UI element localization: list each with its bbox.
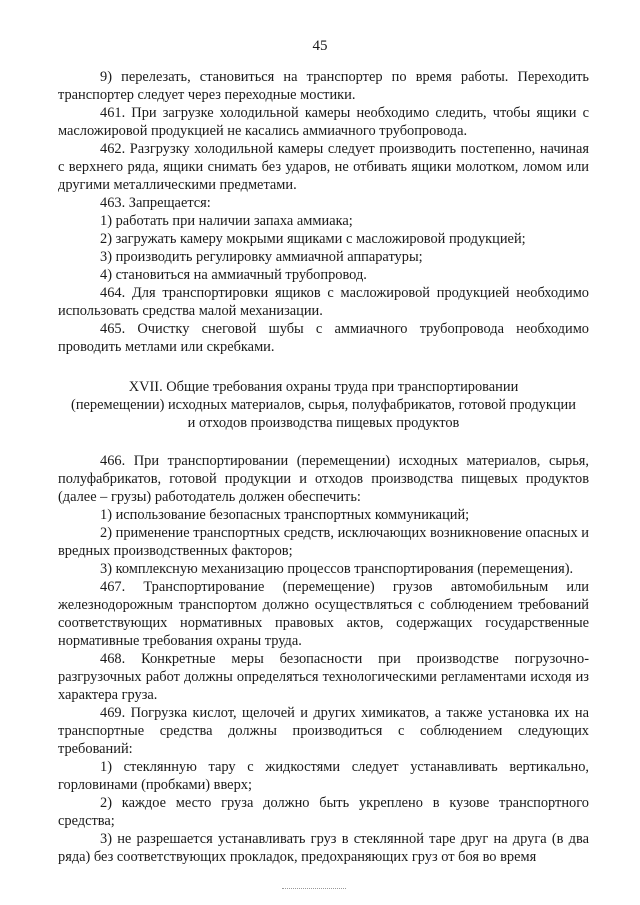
section-heading	[58, 378, 589, 432]
page-number: 45	[312, 38, 328, 54]
paragraphs-bottom	[58, 452, 589, 866]
list-item: 2) применение транспортных средств, исключающих возникновение опасных и вредных производственных факторов;	[58, 525, 589, 559]
list-item: 1) стеклянную тару с жидкостями следует устанавливать вертикально, горловинами (пробками) вверх;	[58, 759, 589, 793]
section-heading-line: и отходов производства пищевых продуктов	[187, 415, 460, 431]
scan-artifact-line	[282, 888, 346, 889]
paragraph: 467. Транспортирование (перемещение) грузов автомобильным или железнодорожным транспортом должно осуществляться с соблюдением требований соответствующих нормативных правовых актов, содержащих государственные нормативные требования охраны труда.	[58, 579, 589, 649]
paragraph: 464. Для транспортировки ящиков с масложировой продукцией необходимо использовать средства малой механизации.	[58, 285, 589, 319]
list-item: 2) каждое место груза должно быть укреплено в кузове транспортного средства;	[58, 795, 589, 829]
list-item: 1) работать при наличии запаха аммиака;	[100, 213, 353, 229]
paragraph: 466. При транспортировании (перемещении) исходных материалов, сырья, полуфабрикатов, готовой продукции и отходов производства пищевых продуктов (далее – грузы) работодатель должен обеспечить:	[58, 453, 589, 505]
list-item: 3) производить регулировку аммиачной аппаратуры;	[100, 249, 423, 265]
list-item: 3) не разрешается устанавливать груз в стеклянной таре друг на друга (в два ряда) без соответствующих прокладок, предохраняющих груз от боя во время	[58, 831, 589, 865]
section-heading-line: XVII. Общие требования охраны труда при транспортировании	[128, 379, 519, 395]
paragraph: 468. Конкретные меры безопасности при производстве погрузочно-разгрузочных работ должны определяться технологическими регламентами исходя из характера груза.	[58, 651, 589, 703]
paragraph: 469. Погрузка кислот, щелочей и других химикатов, а также установка их на транспортные средства должны производиться с соблюдением следующих требований:	[58, 705, 589, 757]
list-item: 1) использование безопасных транспортных коммуникаций;	[100, 507, 470, 523]
list-item: 3) комплексную механизацию процессов транспортирования (перемещения).	[100, 561, 574, 577]
page-content	[58, 68, 589, 866]
section-heading-line: (перемещении) исходных материалов, сырья, полуфабрикатов, готовой продукции	[71, 397, 576, 413]
paragraph: 461. При загрузке холодильной камеры необходимо следить, чтобы ящики с масложировой продукцией не касались аммиачного трубопровода.	[58, 105, 589, 139]
paragraph: 465. Очистку снеговой шубы с аммиачного трубопровода необходимо проводить метлами или скребками.	[58, 321, 589, 355]
paragraph: 462. Разгрузку холодильной камеры следует производить постепенно, начиная с верхнего ряда, ящики снимать без ударов, не отбивать ящики молотком, ломом или другими металлическими предметами.	[58, 141, 589, 193]
paragraphs-top	[58, 68, 589, 356]
paragraph: 9) перелезать, становиться на транспортер по время работы. Переходить транспортер следует через переходные мостики.	[58, 69, 589, 103]
list-item: 4) становиться на аммиачный трубопровод.	[100, 267, 367, 283]
list-item: 2) загружать камеру мокрыми ящиками с масложировой продукцией;	[100, 231, 526, 247]
paragraph: 463. Запрещается:	[100, 195, 211, 211]
